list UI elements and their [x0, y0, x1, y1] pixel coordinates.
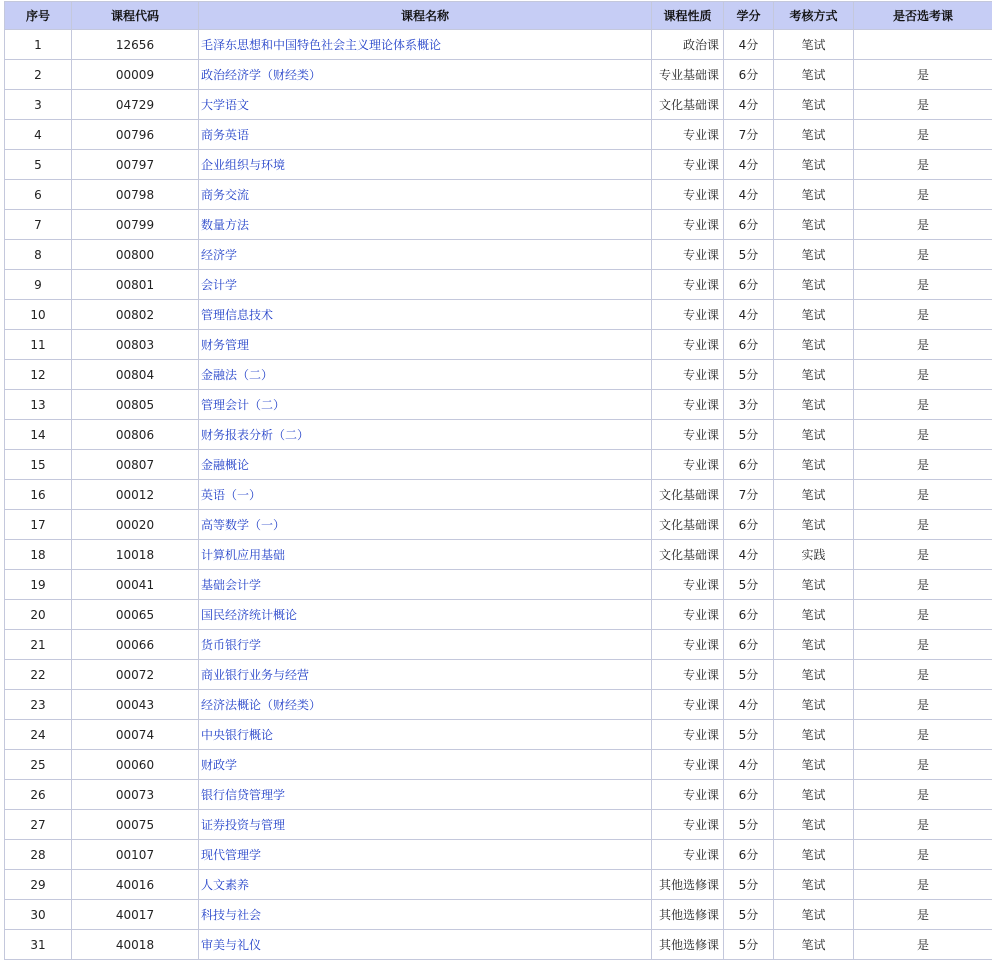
cell-elective: 是 [854, 930, 992, 960]
cell-exam: 笔试 [774, 150, 854, 180]
cell-exam: 笔试 [774, 750, 854, 780]
cell-no: 29 [5, 870, 72, 900]
cell-type: 文化基础课 [652, 510, 724, 540]
table-row [5, 180, 992, 210]
cell-credit: 6分 [724, 270, 774, 300]
cell-no: 19 [5, 570, 72, 600]
table-row [5, 30, 992, 60]
cell-name [199, 840, 652, 870]
cell-exam: 笔试 [774, 390, 854, 420]
cell-type: 专业课 [652, 240, 724, 270]
cell-name [199, 720, 652, 750]
table-row [5, 720, 992, 750]
cell-no: 10 [5, 300, 72, 330]
cell-credit: 5分 [724, 660, 774, 690]
table-row [5, 930, 992, 960]
header-code: 课程代码 [72, 2, 199, 30]
table-row [5, 630, 992, 660]
cell-code: 00800 [72, 240, 199, 270]
cell-credit: 6分 [724, 450, 774, 480]
course-name-link[interactable]: 商务交流 [201, 188, 250, 202]
cell-name [199, 660, 652, 690]
cell-exam: 笔试 [774, 360, 854, 390]
cell-no: 23 [5, 690, 72, 720]
cell-exam: 笔试 [774, 60, 854, 90]
course-name-link[interactable]: 现代管理学 [201, 848, 262, 862]
cell-code: 00802 [72, 300, 199, 330]
cell-credit: 6分 [724, 60, 774, 90]
cell-code: 00066 [72, 630, 199, 660]
cell-elective: 是 [854, 300, 992, 330]
cell-credit: 4分 [724, 300, 774, 330]
cell-type: 其他选修课 [652, 930, 724, 960]
cell-type: 专业课 [652, 690, 724, 720]
table-row [5, 780, 992, 810]
cell-code: 00807 [72, 450, 199, 480]
cell-code: 00806 [72, 420, 199, 450]
cell-credit: 4分 [724, 90, 774, 120]
cell-type: 专业课 [652, 750, 724, 780]
cell-name [199, 180, 652, 210]
header-elective: 是否选考课 [854, 2, 992, 30]
cell-credit: 4分 [724, 750, 774, 780]
cell-credit: 6分 [724, 630, 774, 660]
table-row [5, 600, 992, 630]
cell-elective: 是 [854, 840, 992, 870]
course-name-link[interactable]: 科技与社会 [201, 908, 262, 922]
table-header [5, 2, 992, 30]
cell-no: 11 [5, 330, 72, 360]
cell-name [199, 750, 652, 780]
cell-name [199, 390, 652, 420]
cell-credit: 6分 [724, 600, 774, 630]
cell-no: 18 [5, 540, 72, 570]
course-name-link[interactable]: 企业组织与环境 [201, 158, 286, 172]
cell-type: 专业课 [652, 360, 724, 390]
cell-name [199, 570, 652, 600]
cell-elective: 是 [854, 630, 992, 660]
table-row [5, 660, 992, 690]
header-type: 课程性质 [652, 2, 724, 30]
cell-code: 00020 [72, 510, 199, 540]
cell-no: 27 [5, 810, 72, 840]
cell-no: 13 [5, 390, 72, 420]
cell-no: 5 [5, 150, 72, 180]
cell-credit: 5分 [724, 570, 774, 600]
cell-elective: 是 [854, 570, 992, 600]
cell-elective: 是 [854, 60, 992, 90]
course-name-link[interactable]: 计算机应用基础 [201, 548, 286, 562]
cell-code: 00797 [72, 150, 199, 180]
cell-elective: 是 [854, 480, 992, 510]
cell-type: 专业课 [652, 330, 724, 360]
cell-name [199, 930, 652, 960]
cell-exam: 笔试 [774, 780, 854, 810]
table-row [5, 900, 992, 930]
cell-credit: 6分 [724, 780, 774, 810]
cell-name [199, 210, 652, 240]
cell-type: 专业课 [652, 570, 724, 600]
table-row [5, 150, 992, 180]
course-name-link[interactable]: 中央银行概论 [201, 728, 274, 742]
cell-exam: 笔试 [774, 570, 854, 600]
cell-credit: 4分 [724, 540, 774, 570]
cell-name [199, 480, 652, 510]
course-name-link[interactable]: 金融概论 [201, 458, 250, 472]
table-row [5, 840, 992, 870]
cell-no: 26 [5, 780, 72, 810]
course-name-link[interactable]: 英语（一） [201, 488, 262, 502]
cell-code: 00009 [72, 60, 199, 90]
cell-credit: 5分 [724, 870, 774, 900]
cell-no: 20 [5, 600, 72, 630]
cell-name [199, 90, 652, 120]
cell-elective: 是 [854, 720, 992, 750]
cell-credit: 5分 [724, 930, 774, 960]
table-row [5, 420, 992, 450]
cell-exam: 笔试 [774, 870, 854, 900]
cell-name [199, 540, 652, 570]
cell-type: 专业课 [652, 720, 724, 750]
cell-elective: 是 [854, 660, 992, 690]
header-exam: 考核方式 [774, 2, 854, 30]
cell-type: 专业课 [652, 450, 724, 480]
cell-name [199, 300, 652, 330]
cell-code: 00074 [72, 720, 199, 750]
cell-credit: 3分 [724, 390, 774, 420]
table-row [5, 690, 992, 720]
cell-exam: 笔试 [774, 900, 854, 930]
table-row [5, 450, 992, 480]
cell-name [199, 240, 652, 270]
cell-type: 专业课 [652, 210, 724, 240]
cell-name [199, 780, 652, 810]
cell-credit: 4分 [724, 30, 774, 60]
course-name-link[interactable]: 基础会计学 [201, 578, 262, 592]
cell-no: 14 [5, 420, 72, 450]
course-name-link[interactable]: 管理信息技术 [201, 308, 274, 322]
cell-code: 40016 [72, 870, 199, 900]
cell-elective: 是 [854, 810, 992, 840]
cell-exam: 笔试 [774, 30, 854, 60]
table-row [5, 330, 992, 360]
cell-exam: 笔试 [774, 810, 854, 840]
course-name-link[interactable]: 审美与礼仪 [201, 938, 262, 952]
cell-exam: 笔试 [774, 330, 854, 360]
table-row [5, 870, 992, 900]
table-row [5, 510, 992, 540]
cell-exam: 笔试 [774, 300, 854, 330]
cell-exam: 笔试 [774, 660, 854, 690]
cell-elective: 是 [854, 180, 992, 210]
header-name: 课程名称 [199, 2, 652, 30]
course-name-link[interactable]: 财务报表分析（二） [201, 428, 310, 442]
cell-exam: 笔试 [774, 180, 854, 210]
cell-no: 12 [5, 360, 72, 390]
cell-type: 专业课 [652, 390, 724, 420]
cell-elective: 是 [854, 750, 992, 780]
cell-code: 04729 [72, 90, 199, 120]
cell-type: 政治课 [652, 30, 724, 60]
cell-type: 文化基础课 [652, 540, 724, 570]
cell-type: 专业课 [652, 660, 724, 690]
cell-exam: 笔试 [774, 840, 854, 870]
course-name-link[interactable]: 财政学 [201, 758, 238, 772]
cell-code: 00075 [72, 810, 199, 840]
table-row [5, 210, 992, 240]
cell-code: 00072 [72, 660, 199, 690]
course-name-link[interactable]: 证券投资与管理 [201, 818, 286, 832]
cell-exam: 笔试 [774, 480, 854, 510]
table-row [5, 360, 992, 390]
header-credit: 学分 [724, 2, 774, 30]
cell-exam: 笔试 [774, 450, 854, 480]
cell-credit: 4分 [724, 690, 774, 720]
cell-type: 专业课 [652, 300, 724, 330]
cell-code: 00804 [72, 360, 199, 390]
cell-exam: 笔试 [774, 420, 854, 450]
cell-credit: 5分 [724, 420, 774, 450]
cell-name [199, 690, 652, 720]
course-name-link[interactable]: 商业银行业务与经营 [201, 668, 310, 682]
cell-elective: 是 [854, 270, 992, 300]
cell-elective: 是 [854, 390, 992, 420]
cell-code: 40018 [72, 930, 199, 960]
cell-exam: 笔试 [774, 510, 854, 540]
cell-no: 8 [5, 240, 72, 270]
table-row [5, 240, 992, 270]
course-name-link[interactable]: 人文素养 [201, 878, 250, 892]
cell-credit: 6分 [724, 210, 774, 240]
cell-no: 17 [5, 510, 72, 540]
cell-no: 22 [5, 660, 72, 690]
header-no: 序号 [5, 2, 72, 30]
course-name-link[interactable]: 高等数学（一） [201, 518, 286, 532]
cell-type: 专业课 [652, 780, 724, 810]
cell-elective: 是 [854, 780, 992, 810]
cell-elective: 是 [854, 120, 992, 150]
cell-elective: 是 [854, 600, 992, 630]
cell-no: 3 [5, 90, 72, 120]
cell-code: 00798 [72, 180, 199, 210]
cell-type: 专业课 [652, 840, 724, 870]
cell-exam: 笔试 [774, 930, 854, 960]
course-table [4, 1, 992, 960]
cell-code: 10018 [72, 540, 199, 570]
cell-code: 00803 [72, 330, 199, 360]
cell-type: 专业课 [652, 180, 724, 210]
cell-credit: 7分 [724, 120, 774, 150]
cell-credit: 4分 [724, 180, 774, 210]
cell-no: 4 [5, 120, 72, 150]
cell-type: 专业课 [652, 630, 724, 660]
course-name-link[interactable]: 毛泽东思想和中国特色社会主义理论体系概论 [201, 38, 442, 52]
cell-name [199, 600, 652, 630]
cell-elective: 是 [854, 870, 992, 900]
table-row [5, 540, 992, 570]
cell-name [199, 330, 652, 360]
cell-no: 6 [5, 180, 72, 210]
cell-name [199, 360, 652, 390]
cell-elective: 是 [854, 450, 992, 480]
course-name-link[interactable]: 数量方法 [201, 218, 250, 232]
course-name-link[interactable]: 国民经济统计概论 [201, 608, 298, 622]
cell-name [199, 630, 652, 660]
cell-credit: 5分 [724, 720, 774, 750]
cell-no: 31 [5, 930, 72, 960]
course-name-link[interactable]: 经济法概论（财经类） [201, 698, 322, 712]
cell-type: 其他选修课 [652, 900, 724, 930]
cell-code: 00041 [72, 570, 199, 600]
cell-type: 文化基础课 [652, 480, 724, 510]
course-name-link[interactable]: 大学语文 [201, 98, 250, 112]
cell-credit: 5分 [724, 240, 774, 270]
cell-no: 7 [5, 210, 72, 240]
cell-elective: 是 [854, 420, 992, 450]
cell-exam: 笔试 [774, 270, 854, 300]
cell-no: 15 [5, 450, 72, 480]
header-row [5, 2, 992, 30]
cell-code: 12656 [72, 30, 199, 60]
cell-elective: 是 [854, 210, 992, 240]
cell-exam: 实践 [774, 540, 854, 570]
cell-code: 00799 [72, 210, 199, 240]
table-row [5, 300, 992, 330]
cell-type: 专业课 [652, 270, 724, 300]
cell-type: 专业课 [652, 150, 724, 180]
cell-name [199, 120, 652, 150]
cell-name [199, 450, 652, 480]
course-name-link[interactable]: 商务英语 [201, 128, 250, 142]
cell-exam: 笔试 [774, 210, 854, 240]
cell-exam: 笔试 [774, 240, 854, 270]
cell-exam: 笔试 [774, 90, 854, 120]
cell-name [199, 870, 652, 900]
cell-elective [854, 30, 992, 60]
cell-name [199, 60, 652, 90]
cell-exam: 笔试 [774, 600, 854, 630]
cell-name [199, 270, 652, 300]
cell-type: 专业基础课 [652, 60, 724, 90]
cell-code: 00073 [72, 780, 199, 810]
cell-no: 24 [5, 720, 72, 750]
cell-name [199, 900, 652, 930]
table-row [5, 480, 992, 510]
cell-no: 21 [5, 630, 72, 660]
table-row [5, 810, 992, 840]
cell-no: 25 [5, 750, 72, 780]
table-row [5, 570, 992, 600]
cell-type: 其他选修课 [652, 870, 724, 900]
cell-credit: 6分 [724, 840, 774, 870]
cell-code: 00805 [72, 390, 199, 420]
cell-code: 40017 [72, 900, 199, 930]
course-name-link[interactable]: 政治经济学（财经类） [201, 68, 322, 82]
cell-name [199, 150, 652, 180]
cell-type: 专业课 [652, 600, 724, 630]
course-name-link[interactable]: 货币银行学 [201, 638, 262, 652]
cell-name [199, 810, 652, 840]
course-name-link[interactable]: 经济学 [201, 248, 238, 262]
cell-exam: 笔试 [774, 120, 854, 150]
cell-elective: 是 [854, 330, 992, 360]
cell-code: 00060 [72, 750, 199, 780]
cell-code: 00796 [72, 120, 199, 150]
cell-no: 28 [5, 840, 72, 870]
cell-credit: 6分 [724, 330, 774, 360]
cell-code: 00065 [72, 600, 199, 630]
course-name-link[interactable]: 管理会计（二） [201, 398, 286, 412]
cell-name [199, 510, 652, 540]
cell-elective: 是 [854, 90, 992, 120]
table-row [5, 390, 992, 420]
cell-no: 16 [5, 480, 72, 510]
cell-name [199, 30, 652, 60]
course-name-link[interactable]: 金融法（二） [201, 368, 274, 382]
cell-credit: 4分 [724, 150, 774, 180]
cell-elective: 是 [854, 900, 992, 930]
course-name-link[interactable]: 会计学 [201, 278, 238, 292]
table-row [5, 270, 992, 300]
cell-elective: 是 [854, 240, 992, 270]
course-name-link[interactable]: 银行信贷管理学 [201, 788, 286, 802]
cell-elective: 是 [854, 510, 992, 540]
cell-code: 00043 [72, 690, 199, 720]
cell-no: 1 [5, 30, 72, 60]
cell-no: 30 [5, 900, 72, 930]
table-row [5, 60, 992, 90]
cell-code: 00012 [72, 480, 199, 510]
table-row [5, 90, 992, 120]
cell-credit: 5分 [724, 360, 774, 390]
cell-no: 9 [5, 270, 72, 300]
cell-credit: 6分 [724, 510, 774, 540]
cell-credit: 5分 [724, 900, 774, 930]
cell-code: 00801 [72, 270, 199, 300]
cell-no: 2 [5, 60, 72, 90]
table-body [5, 30, 992, 960]
cell-type: 文化基础课 [652, 90, 724, 120]
course-name-link[interactable]: 财务管理 [201, 338, 250, 352]
cell-exam: 笔试 [774, 690, 854, 720]
cell-exam: 笔试 [774, 720, 854, 750]
cell-elective: 是 [854, 360, 992, 390]
cell-type: 专业课 [652, 120, 724, 150]
cell-elective: 是 [854, 690, 992, 720]
cell-type: 专业课 [652, 420, 724, 450]
table-row [5, 750, 992, 780]
cell-name [199, 420, 652, 450]
cell-elective: 是 [854, 150, 992, 180]
cell-credit: 7分 [724, 480, 774, 510]
cell-code: 00107 [72, 840, 199, 870]
cell-exam: 笔试 [774, 630, 854, 660]
cell-type: 专业课 [652, 810, 724, 840]
table-row [5, 120, 992, 150]
cell-elective: 是 [854, 540, 992, 570]
cell-credit: 5分 [724, 810, 774, 840]
